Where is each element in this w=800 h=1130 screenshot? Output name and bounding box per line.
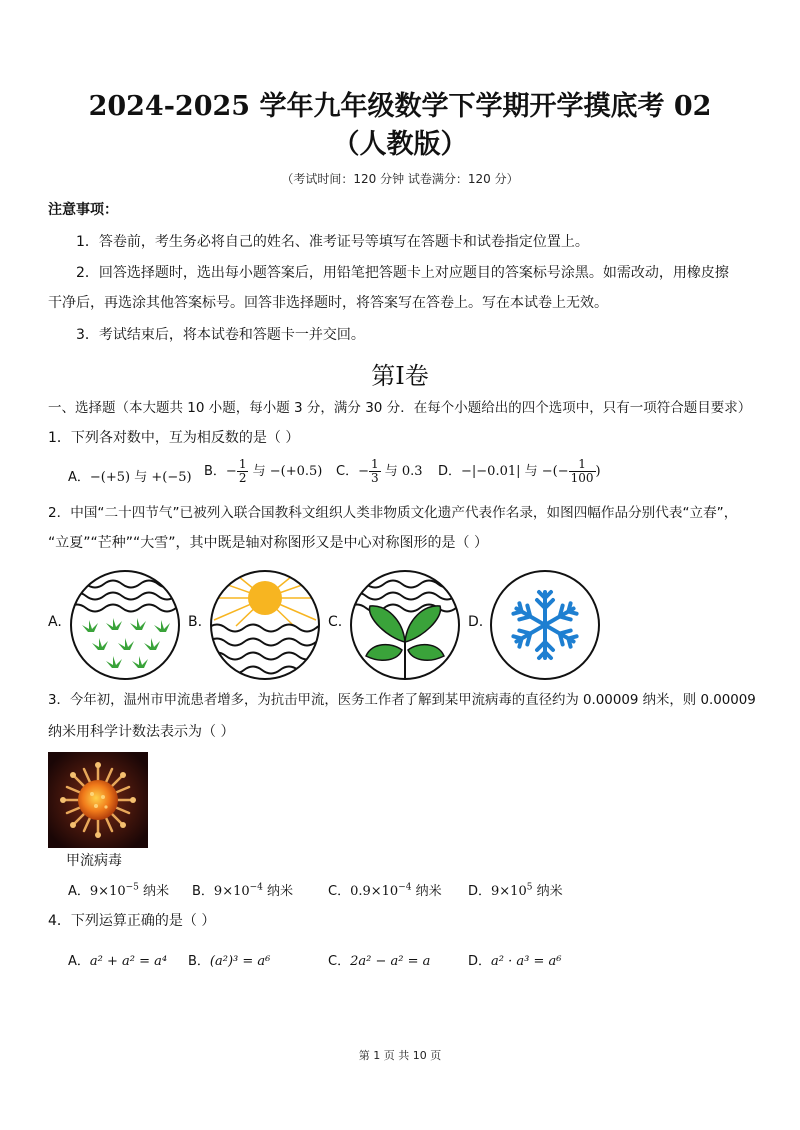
page-footer: 第 1 页 共 10 页 (358, 1049, 442, 1062)
q3-d-base: 9×10 (491, 884, 527, 899)
q4-option-c (328, 950, 430, 969)
q1-c-num: 1 (370, 457, 379, 471)
page-title: 2024-2025 学年九年级数学下学期开学摸底考 02 (88, 91, 712, 122)
q4-stem: 4．下列运算正确的是（ ） (48, 913, 216, 929)
q1-b-suffix: 与 −(+0.5) (248, 464, 323, 479)
flu-virus-image (48, 752, 148, 848)
note-item-2-cont: 干净后，再选涂其他答案标号。回答非选择题时，将答案写在答卷上。写在本试卷上无效。 (48, 295, 608, 311)
q1-d-suffix: ) (595, 464, 601, 479)
q3-c-label: C． (328, 884, 351, 899)
q1-c-prefix: − (358, 464, 369, 479)
note-item-2: 2．回答选择题时，选出每小题答案后，用铅笔把答题卡上对应题目的答案标号涂黑。如需改动，用橡皮擦 (76, 265, 729, 281)
q1-c-den: 3 (370, 471, 379, 485)
q1-b-num: 1 (238, 457, 247, 471)
q1-d-prefix: −|−0.01| 与 −(− (461, 464, 569, 479)
q3-b-unit: 纳米 (262, 884, 294, 899)
q4-c-text: 2a² − a² = a (350, 954, 431, 969)
q3-c-exp: −4 (398, 882, 412, 893)
q1-a-text: −(+5) 与 +(−5) (89, 470, 192, 485)
q3-c-unit: 纳米 (411, 884, 442, 899)
mangzhong-sprout-image (348, 568, 462, 682)
q4-option-d (468, 950, 561, 969)
q2-stem-cont: “立夏”“芒种”“大雪”，其中既是轴对称图形又是中心对称图形的是（ ） (48, 535, 488, 551)
q1-option-a (68, 466, 192, 485)
exam-info: （考试时间：120 分钟 试卷满分：120 分） (281, 172, 519, 186)
q3-stem-cont: 纳米用科学计数法表示为（ ） (48, 724, 235, 740)
q3-c-base: 0.9×10 (350, 884, 399, 899)
q1-c-suffix: 与 0.3 (380, 464, 423, 479)
q1-d-den: 100 (570, 471, 594, 485)
q3-option-d (468, 880, 563, 899)
q3-option-a (68, 880, 169, 899)
grass-tufts (82, 618, 170, 668)
q3-b-exp: −4 (249, 882, 263, 893)
q4-option-b (188, 950, 270, 969)
q1-c-fraction (369, 458, 381, 485)
q1-b-label: B． (204, 464, 226, 479)
q2-stem: 2．中国“二十四节气”已被列入联合国教科文组织人类非物质文化遗产代表作名录，如图四幅作品分别代表“立春”， (48, 505, 738, 521)
q3-b-base: 9×10 (213, 884, 250, 899)
q3-image-caption: 甲流病毒 (66, 853, 122, 869)
q3-option-c (328, 880, 442, 899)
q3-a-label: A． (68, 884, 90, 899)
q4-d-label: D． (468, 954, 492, 969)
q2-d-label: D. (468, 614, 484, 630)
q1-a-label: A． (68, 470, 90, 485)
lixia-sun-waves-image (208, 568, 322, 682)
q3-b-label: B． (192, 884, 214, 899)
q1-d-fraction (569, 458, 596, 485)
q1-option-b (204, 458, 322, 485)
q1-d-label: D． (438, 464, 462, 479)
page-title-edition: （人教版） (332, 129, 468, 160)
notes-heading: 注意事项： (48, 202, 118, 218)
q1-stem: 1．下列各对数中，互为相反数的是（ ） (48, 430, 300, 446)
q3-a-exp: −5 (125, 882, 139, 893)
q4-b-label: B． (188, 954, 210, 969)
lichun-waves-grass-image (68, 568, 182, 682)
daxue-snowflake-image (488, 568, 602, 682)
q2-c-label: C. (328, 614, 343, 630)
q2-b-label: B. (188, 614, 203, 630)
q1-d-num: 1 (569, 458, 596, 472)
q2-a-label: A. (48, 614, 62, 630)
q4-c-label: C． (328, 954, 351, 969)
q1-option-c (336, 458, 423, 485)
q1-b-prefix: − (225, 464, 237, 479)
q1-c-label: C． (336, 464, 359, 479)
q3-option-b (192, 880, 293, 899)
q3-d-exp: 5 (526, 882, 533, 893)
q1-b-den: 2 (238, 471, 247, 485)
part1-heading: 一、选择题（本大题共 10 小题，每小题 3 分，满分 30 分．在每个小题给出的四个选项中，只有一项符合题目要求） (48, 400, 752, 416)
q4-d-text: a² · a³ = a⁶ (491, 954, 562, 969)
note-item-1: 1．答卷前，考生务必将自己的姓名、准考证号等填写在答题卡和试卷指定位置上。 (76, 234, 589, 250)
q1-b-fraction (237, 458, 249, 485)
q3-a-base: 9×10 (89, 884, 126, 899)
q3-d-label: D． (468, 884, 492, 899)
q4-b-text: (a²)³ = a⁶ (209, 954, 271, 969)
q1-option-d (438, 458, 601, 485)
q4-a-label: A． (68, 954, 90, 969)
q4-option-a (68, 950, 167, 969)
section-title: 第I卷 (371, 362, 429, 390)
q3-a-unit: 纳米 (138, 884, 170, 899)
q3-stem: 3．今年初，温州市甲流患者增多，为抗击甲流，医务工作者了解到某甲流病毒的直径约为 0.00009 纳米，则 0.00009 (48, 693, 756, 708)
note-item-3: 3．考试结束后，将本试卷和答题卡一并交回。 (76, 327, 365, 343)
q3-d-unit: 纳米 (532, 884, 563, 899)
q4-a-text: a² + a² = a⁴ (89, 954, 168, 969)
